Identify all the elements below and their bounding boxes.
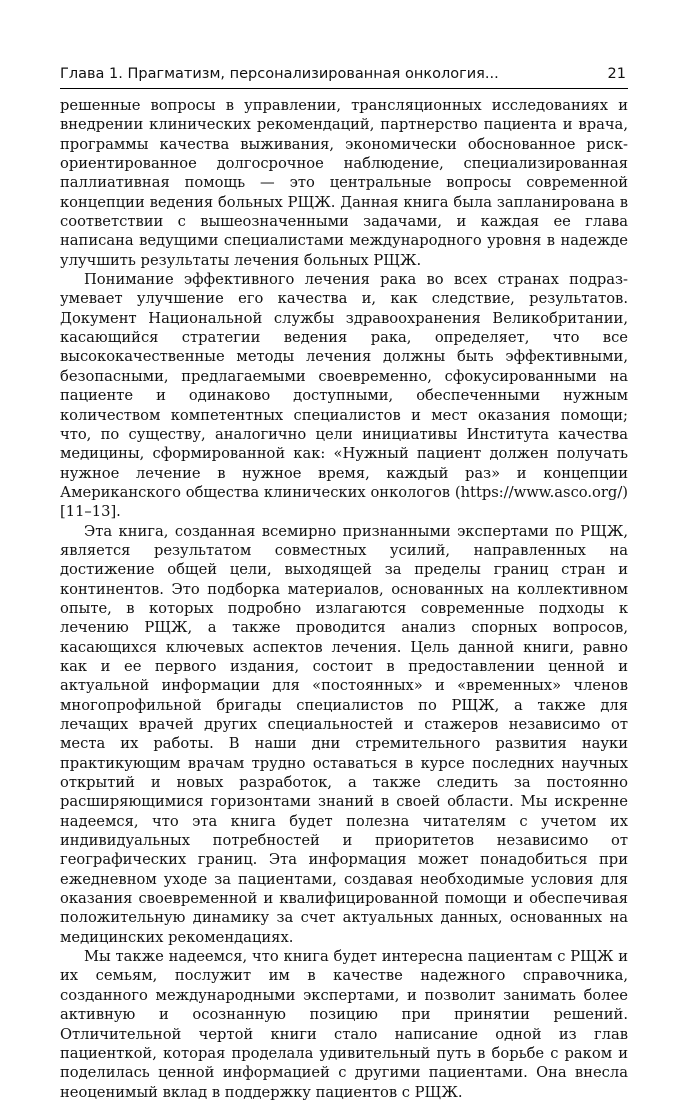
paragraph: Понимание эффективного лечения рака во всех странах подразумевает улучшение его качества и, как следствие, результатов. Документ Национальной службы здравоохранения Великобритании, касающийся стратегии ведения рака, определяет, что все высококачественные методы лечения должны быть эффективными, безопасными, предлагаемыми своевременно, сфокусированными на пациенте и одинаково доступными, обеспеченными нужным количеством компетентных специалистов и мест оказания помощи; что, по существу, аналогично цели инициативы Института качества медицины, сформированной как: «Нужный пациент должен получать нужное лечение в нужное время, каждый раз» и концепции Американского общества клинических онкологов (https://www.asco.org/) [11–13].: [60, 271, 628, 521]
running-header: [60, 64, 628, 89]
paragraph-continued: решенные вопросы в управлении, трансляционных исследованиях и внедрении клинических рекомендаций, партнерство пациента и врача, программы качества выживания, экономически обоснованное риск-ориентированное долгосрочное наблюдение, специализированная паллиативная помощь — это центральные вопросы современной концепции ведения больных РЩЖ. Данная книга была запланирована в соответствии с вышеозначенными задачами, и каждая ее глава написана ведущими специалистами международного уровня в надежде улучшить результаты лечения больных РЩЖ.: [60, 97, 628, 269]
page-number: 21: [607, 66, 626, 82]
paragraph: Мы также надеемся, что книга будет интересна пациентам с РЩЖ и их семьям, послужит им в качестве надежного справочника, созданного международными экспертами, и позволит занимать более активную и осознанную позицию при принятии решений. Отличительной чертой книги стало написание одной из глав пациенткой, которая проделала удивительный путь в борьбе с раком и поделилась ценной информацией с другими пациентами. Она внесла неоценимый вклад в поддержку пациентов с РЩЖ.: [60, 948, 628, 1101]
body-text: [60, 96, 628, 1102]
paragraph: Эта книга, созданная всемирно признанными экспертами по РЩЖ, является результатом совместных усилий, направленных на достижение общей цели, выходящей за пределы границ стран и континентов. Это подборка материалов, основанных на коллективном опыте, в которых подробно излагаются современные подходы к лечению РЩЖ, а также проводится анализ спорных вопросов, касающихся ключевых аспектов лечения. Цель данной книги, равно как и ее первого издания, состоит в предоставлении ценной и актуальной информации для «постоянных» и «временных» членов многопрофильной бригады специалистов по РЩЖ, а также для лечащих врачей других специальностей и стажеров независимо от места их работы. В наши дни стремительного развития науки практикующим врачам трудно оставаться в курсе последних научных открытий и новых разработок, а также следить за постоянно расширяющимися горизонтами знаний в своей области. Мы искренне надеемся, что эта книга будет полезна читателям с учетом их индивидуальных потребностей и приоритетов независимо от географических границ. Эта информация может понадобиться при ежедневном уходе за пациентами, создавая необходимые условия для оказания своевременной и квалифицированной помощи и обеспечивая положительную динамику за счет актуальных данных, основанных на медицинских рекомендациях.: [60, 522, 628, 946]
chapter-title: Глава 1. Прагматизм, персонализированная онкология...: [60, 66, 499, 82]
